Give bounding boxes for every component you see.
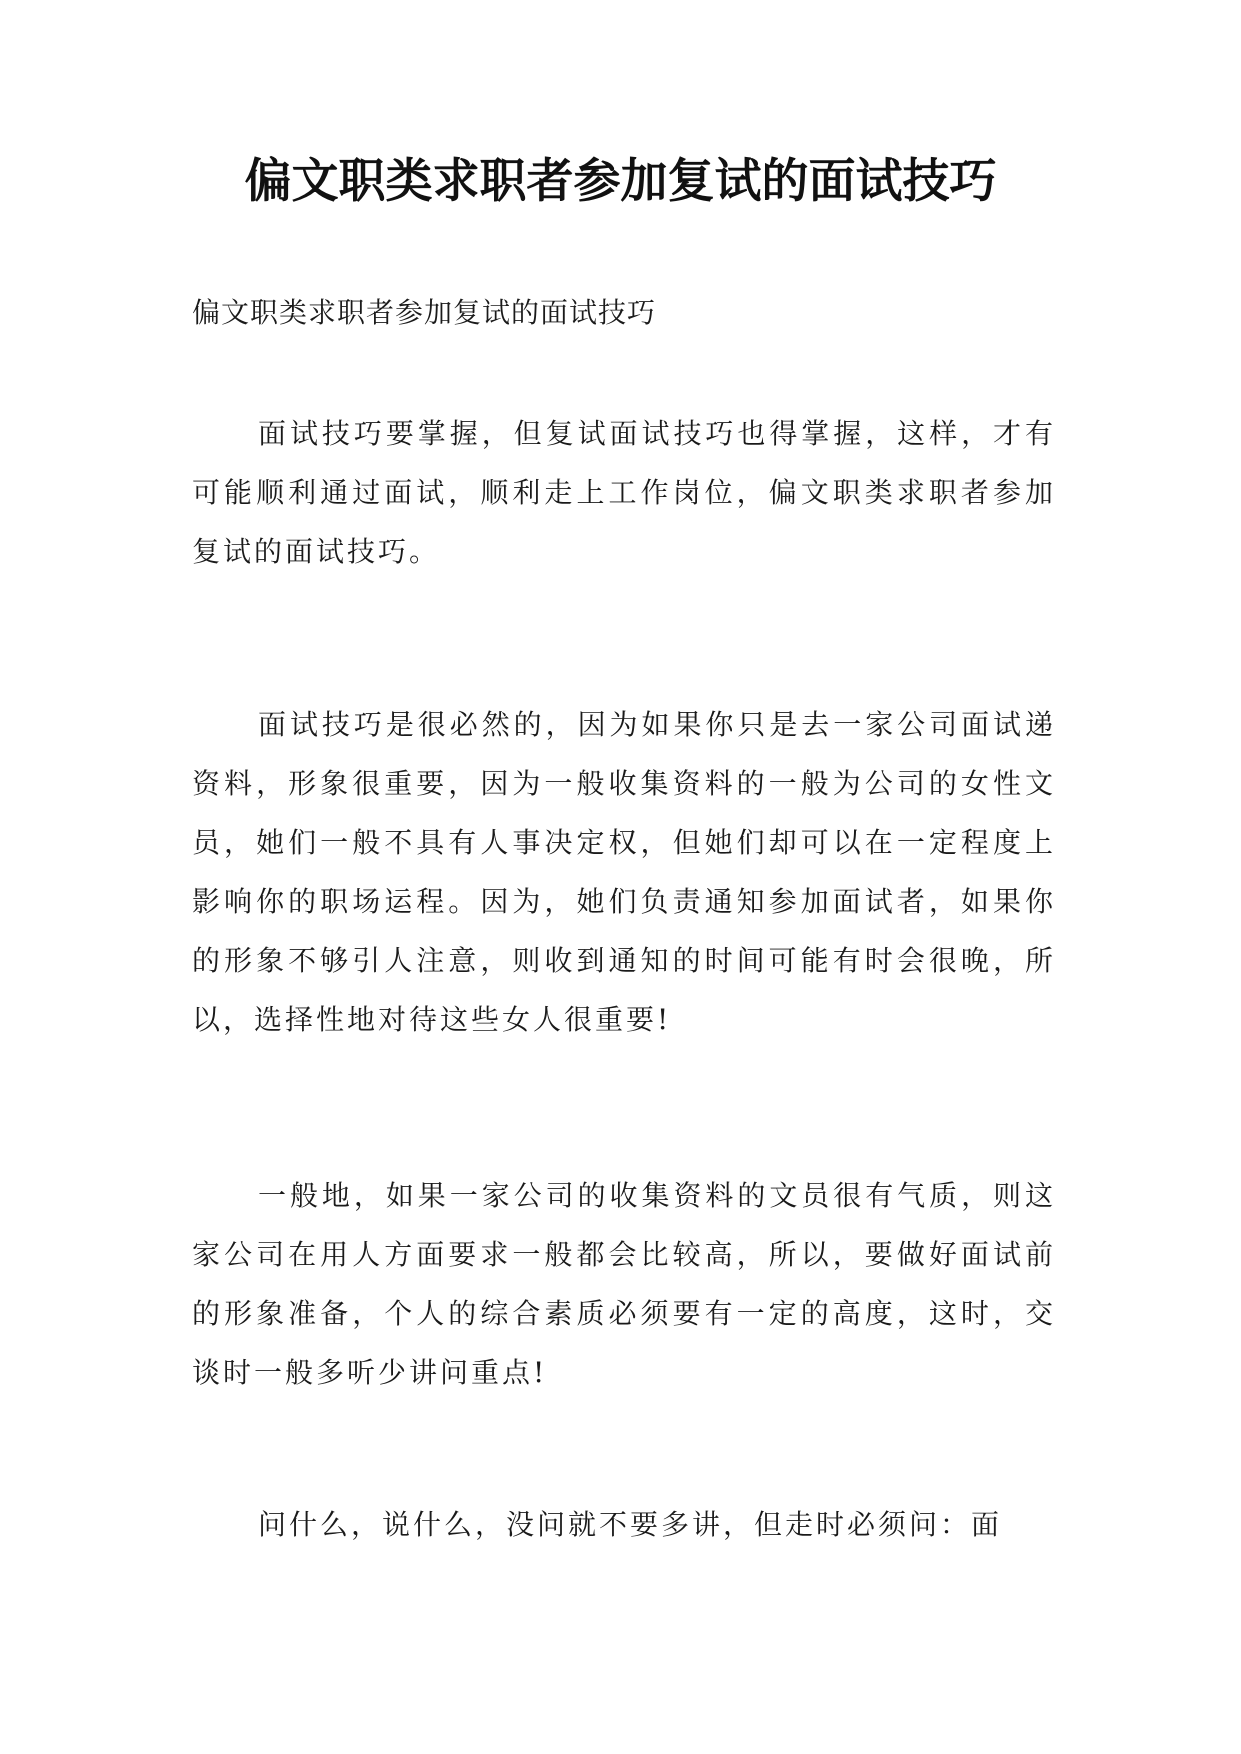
document-subtitle: 偏文职类求职者参加复试的面试技巧 [192,296,657,329]
paragraph-4: 问什么，说什么，没问就不要多讲，但走时必须问：面 [258,1508,1003,1541]
paragraph-3: 一般地，如果一家公司的收集资料的文员很有气质，则这家公司在用人方面要求一般都会比较高，所以，要做好面试前的形象准备，个人的综合素质必须要有一定的高度，这时，交谈时一般多听少讲问重点! [192,1179,1056,1389]
document-title: 偏文职类求职者参加复试的面试技巧 [244,154,997,209]
paragraph-1: 面试技巧要掌握，但复试面试技巧也得掌握，这样，才有可能顺利通过面试，顺利走上工作岗位，偏文职类求职者参加复试的面试技巧。 [192,417,1056,568]
paragraph-2: 面试技巧是很必然的，因为如果你只是去一家公司面试递资料，形象很重要，因为一般收集资料的一般为公司的女性文员，她们一般不具有人事决定权，但她们却可以在一定程度上影响你的职场运程。因为，她们负责通知参加面试者，如果你的形象不够引人注意，则收到通知的时间可能有时会很晚，所以，选择性地对待这些女人很重要! [192,708,1056,1036]
